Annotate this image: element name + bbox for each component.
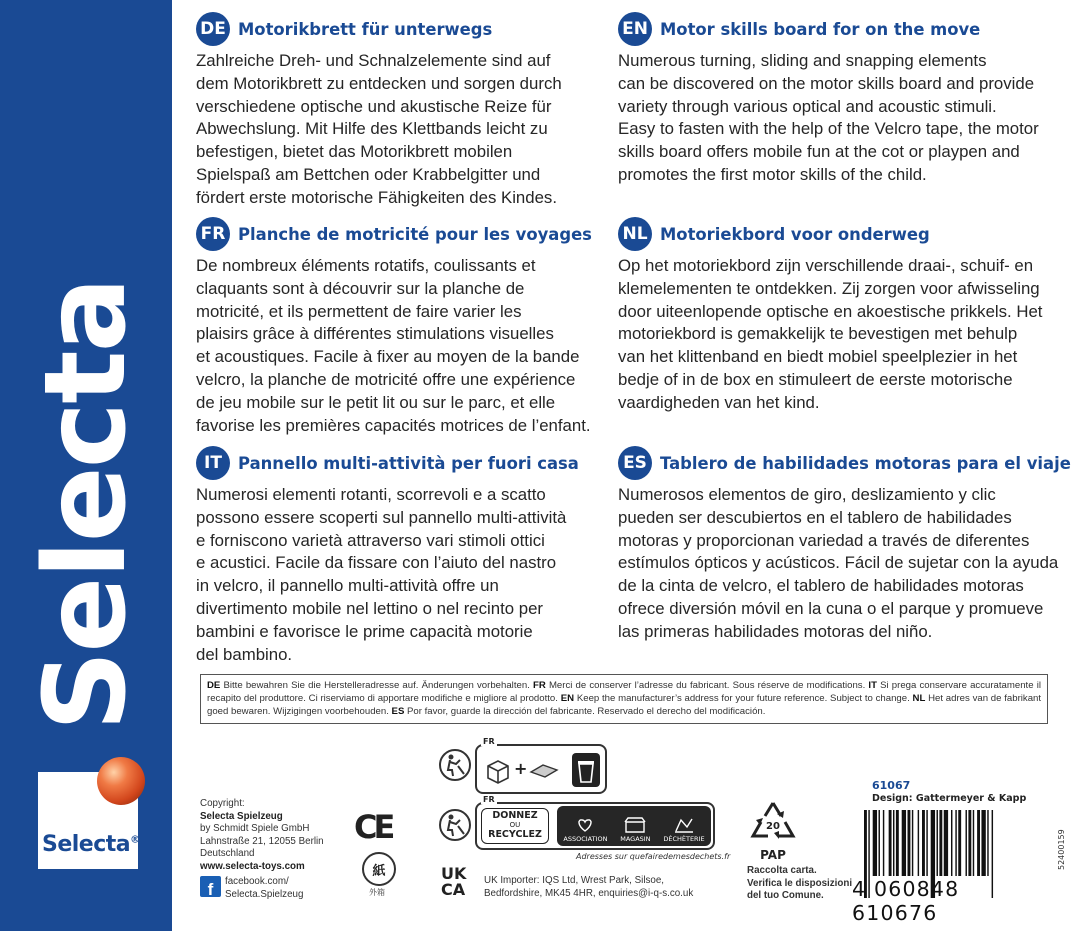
barcode-bar <box>968 810 971 876</box>
magasin-option: MAGASIN <box>620 817 650 843</box>
barcode-bar <box>902 810 906 876</box>
plus-icon: + <box>514 759 528 778</box>
section-es <box>618 446 1073 644</box>
barcode-bar <box>926 810 927 876</box>
triman-icon <box>438 808 472 842</box>
section-de <box>196 12 596 210</box>
section-title-nl: Motoriekbord voor onderweg <box>660 224 930 244</box>
facebook-icon: f <box>200 876 221 897</box>
notice-text: Keep the manufacturer’s address for your future reference. Subject to change. <box>576 693 910 705</box>
paper-recycle-icon <box>362 852 396 886</box>
fr-address-note: Adresses sur quefairedemesdechets.fr <box>576 852 731 861</box>
lang-badge-en: EN <box>618 12 652 46</box>
sheet-icon <box>529 760 559 780</box>
barcode-bar <box>958 810 961 876</box>
recycling-center-icon <box>673 817 695 833</box>
barcode-bar <box>981 810 985 876</box>
section-body-de: Zahlreiche Dreh- und Schnalzelemente sind auf dem Motorikbrett zu entdecken und sorgen durch verschiedene optische und akustische Reize für Abwechslung. Mit Hilfe des Klettbands leicht zu befestigen, bietet das Motorikbrett mobilen Spielspaß am Bettchen oder Krabbelgitter und fördert erste motorische Fähigkeiten des Kindes. <box>196 51 562 207</box>
section-title-fr: Planche de motricité pour les voyages <box>238 224 592 244</box>
notice-text: Het adres van de fabrikant goed bewaren. Wijzigingen voorbehouden. <box>207 693 1042 718</box>
recycle-triangle-icon <box>748 800 798 844</box>
pap-recycle-mark <box>745 800 801 862</box>
heart-hand-icon <box>575 817 595 833</box>
paper-sub-label: 外箱 <box>369 888 385 897</box>
barcode-bar <box>939 810 942 876</box>
facebook-line1: facebook.com/ <box>225 876 289 887</box>
facebook-line2: Selecta.Spielzeug <box>225 888 304 900</box>
section-it <box>196 446 606 666</box>
brand-strip <box>0 0 172 931</box>
lang-badge-fr: FR <box>196 217 230 251</box>
section-title-de: Motorikbrett für unterwegs <box>238 19 493 39</box>
barcode-bar <box>912 810 913 876</box>
barcode-bar <box>987 810 988 876</box>
section-fr <box>196 217 606 437</box>
company-name: Selecta Spielzeug <box>200 810 283 822</box>
section-title-en: Motor skills board for on the move <box>660 19 981 39</box>
notice-text: Si prega conservare accuratamente il recapito del produttore. Ci riserviamo di apportare modifiche e migliore al prodotto. <box>207 680 1041 705</box>
barcode-bar <box>889 810 892 876</box>
barcode-number: 4 060848 610676 <box>852 877 960 925</box>
copyright-label: Copyright: <box>200 798 245 809</box>
section-body-en: Numerous turning, sliding and snapping elements can be discovered on the motor skills board and provide variety through various optical and acoustic stimuli. Easy to fasten with the help of the Velcro tape, the motor skills board offers mobile fun at the cot or playpen and promotes the first motor skills of the child. <box>618 51 1039 184</box>
barcode-bar <box>883 810 884 876</box>
decheterie-option: DÉCHÈTERIE <box>663 817 704 843</box>
lang-badge-it: IT <box>196 446 230 480</box>
barcode-bar <box>893 810 894 876</box>
logo-ball-icon <box>97 757 145 805</box>
notice-text: Merci de conserver l’adresse du fabricant. Sous réserve de modifications. <box>548 680 866 691</box>
barcode-bar <box>896 810 899 876</box>
barcode-bar <box>908 810 911 876</box>
barcode-bar <box>918 810 919 876</box>
pap-number: 20 <box>766 821 780 832</box>
registered-mark: ® <box>130 834 140 846</box>
paper-char: 紙 <box>372 863 386 879</box>
notice-text: Bitte bewahren Sie die Herstelleradresse auf. Änderungen vorbehalten. <box>223 680 530 691</box>
product-code: 61067 <box>872 779 911 792</box>
facebook-block <box>200 876 303 901</box>
section-body-nl: Op het motoriekbord zijn verschillende draai-, schuif- en klemelementen te ontdekken. Zij zorgen voor afwisseling door uiteenlopende optische en akoestische prikkels. Het motoriekbord is gemakkelijk te bevestigen met behulp van het klittenband en biedt mobiel speelplezier in het bedje of in de box en stimuleert de eerste motorische vaardigheden van het kind. <box>618 256 1043 412</box>
side-code: 52400159 <box>1057 829 1066 870</box>
notice-code: EN <box>560 693 575 705</box>
barcode-bar <box>879 810 880 876</box>
section-en <box>618 12 1073 187</box>
section-title-it: Pannello multi-attività per fuori casa <box>238 453 579 473</box>
design-credit: Design: Gattermeyer & Kapp <box>872 793 1027 804</box>
notice-code: FR <box>532 680 546 691</box>
barcode-bar <box>977 810 980 876</box>
barcode-bar <box>973 810 974 876</box>
barcode-bar <box>966 810 967 876</box>
notice-code: ES <box>391 706 405 718</box>
brand-vertical-text: Selecta <box>21 278 151 732</box>
ce-mark-icon: CE <box>354 808 392 846</box>
notice-text: Por favor, guarde la dirección del fabricante. Reservado el derecho del modificación. <box>407 706 766 718</box>
barcode-bar <box>873 810 877 876</box>
triman-icon <box>438 748 472 782</box>
barcode-bar <box>951 810 952 876</box>
bin-icon <box>571 752 601 788</box>
lang-badge-de: DE <box>196 12 230 46</box>
fr-tag: FR <box>483 737 495 746</box>
fr-tag: FR <box>483 795 495 804</box>
section-body-it: Numerosi elementi rotanti, scorrevoli e a scatto possono essere scoperti sul pannello multi-attività e forniscono varietà attraverso vari stimoli ottici e acustici. Facile da fissare con l’aiuto del nastro in velcro, il pannello multi-attività offre un divertimento mobile nel lettino o nel recinto per bambini e favorisce le prime capacità motorie del bambino. <box>196 485 567 664</box>
copyright-block <box>200 798 324 874</box>
ukca-mark: UK CA <box>441 864 467 899</box>
barcode-bar <box>955 810 956 876</box>
company-street: Lahnstraße 21, 12055 Berlin <box>200 835 324 847</box>
fr-sorting-box <box>475 737 607 794</box>
association-option: ASSOCIATION <box>563 817 607 843</box>
shop-icon <box>624 817 646 833</box>
notice-code: DE <box>207 680 221 691</box>
donnez-recyclez-label: DONNEZ OU RECYCLEZ <box>481 808 549 844</box>
section-body-fr: De nombreux éléments rotatifs, coulissants et claquants sont à découvrir sur la planche de motricité, et ils permettent de faire varier les plaisirs grâce à différentes stimulations visuelles et acoustiques. Facile à fixer au moyen de la bande velcro, la planche de motricité offre une expérience de jeu mobile sur le petit lit ou sur le parc, et elle favorise les premières capacités motrices de l’enfant. <box>196 256 591 435</box>
barcode-bar <box>922 810 925 876</box>
product-code-block <box>872 779 1026 804</box>
barcode-bar <box>944 810 948 876</box>
company-country: Deutschland <box>200 848 255 860</box>
logo-word: Selecta <box>42 832 131 857</box>
lang-badge-nl: NL <box>618 217 652 251</box>
notice-code: NL <box>912 693 926 705</box>
section-nl <box>618 217 1073 415</box>
pap-label: PAP <box>760 848 786 862</box>
website-link: www.selecta-toys.com <box>200 860 305 872</box>
box-icon <box>485 758 511 784</box>
notice-code: IT <box>868 680 877 691</box>
company-by: by Schmidt Spiele GmbH <box>200 823 310 835</box>
section-title-es: Tablero de habilidades motoras para el viaje <box>660 453 1071 473</box>
manufacturer-notice <box>200 674 1048 724</box>
lang-badge-es: ES <box>618 446 652 480</box>
uk-importer-info: UK Importer: IQS Ltd, Wrest Park, Silsoe, Bedfordshire, MK45 4HR, enquiries@i-q-s.co.uk <box>484 875 694 899</box>
barcode-bar <box>937 810 938 876</box>
recycle-note: Raccolta carta. Verifica le disposizioni del tuo Comune. <box>747 865 853 902</box>
fr-donate-box <box>475 795 715 850</box>
drop-off-options <box>557 806 711 846</box>
section-body-es: Numerosos elementos de giro, deslizamiento y clic pueden ser descubiertos en el tablero de habilidades motoras y proporcionan variedad a través de diferentes estímulos ópticos y acústicos. Fácil de sujetar con la ayuda de la cinta de velcro, el tablero de habilidades motoras ofrece diversión móvil en la cuna o el parque y promueve las primeras habilidades motoras del niño. <box>618 485 1059 641</box>
